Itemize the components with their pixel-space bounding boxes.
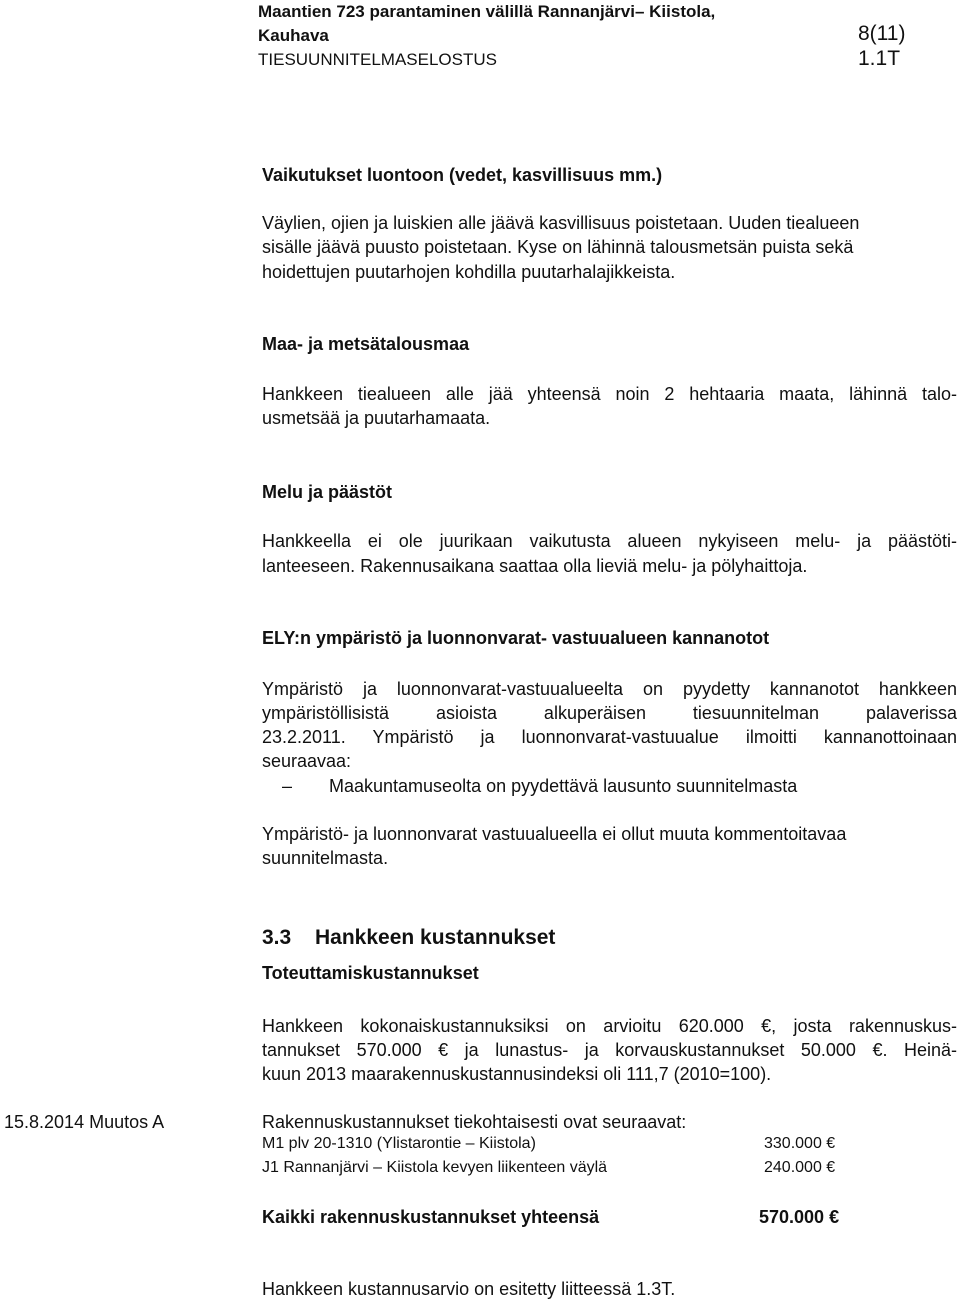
ely-heading: ELY:n ympäristö ja luonnonvarat- vastuualueen kannanotot [262,628,770,648]
cost-item-amount: 240.000 € [764,1159,836,1176]
header-doc-code: 1.1T [858,47,901,70]
bullet-dash: – [282,776,293,796]
ely-line: seuraavaa: [262,751,352,771]
ely-line: 23.2.2011. Ympäristö ja luonnonvarat-vastuualue ilmoitti kannanottoinaan [262,727,957,747]
section-heading: Hankkeen kustannukset [315,926,556,949]
land-line: Hankkeen tiealueen alle jää yhteensä noin 2 hehtaaria maata, lähinnä talo- [262,384,957,404]
cost-item-amount: 330.000 € [764,1135,836,1152]
nature-line: sisälle jäävä puusto poistetaan. Kyse on lähinnä talousmetsän puista sekä [262,237,854,257]
nature-line: Väylien, ojien ja luiskien alle jäävä kasvillisuus poistetaan. Uuden tiealueen [262,213,860,233]
ely-closing-line: Ympäristö- ja luonnonvarat vastuualueella ei ollut muuta kommentoitavaa [262,824,847,844]
costs-line: tannukset 570.000 € ja lunastus- ja korvauskustannukset 50.000 €. Heinä- [262,1040,957,1060]
total-amount: 570.000 € [759,1207,840,1227]
noise-line: lanteeseen. Rakennusaikana saattaa olla lieviä melu- ja pölyhaittoja. [262,556,808,576]
cost-item-label: J1 Rannanjärvi – Kiistola kevyen liikenteen väylä [262,1159,608,1176]
total-label: Kaikki rakennuskustannukset yhteensä [262,1207,600,1227]
ely-closing-line: suunnitelmasta. [262,848,389,868]
nature-heading: Vaikutukset luontoon (vedet, kasvillisuus mm.) [262,165,663,185]
ely-bullet-item: Maakuntamuseolta on pyydettävä lausunto suunnitelmasta [329,776,798,796]
section-number: 3.3 [262,926,292,949]
noise-heading: Melu ja päästöt [262,482,393,502]
cost-item-label: M1 plv 20-1310 (Ylistarontie – Kiistola) [262,1135,536,1152]
appendix-note: Hankkeen kustannusarvio on esitetty liitteessä 1.3T. [262,1279,676,1299]
header-title-line1: Maantien 723 parantaminen välillä Rannanjärvi– Kiistola, [258,2,716,21]
land-line: usmetsää ja puutarhamaata. [262,408,491,428]
header-doc-type: TIESUUNNITELMASELOSTUS [258,50,497,69]
costs-line: Hankkeen kokonaiskustannuksiksi on arvioitu 620.000 €, josta rakennuskus- [262,1016,957,1036]
noise-line: Hankkeella ei ole juurikaan vaikutusta alueen nykyiseen melu- ja päästöti- [262,531,957,551]
revision-note: 15.8.2014 Muutos A [4,1112,165,1132]
ely-line: Ympäristö ja luonnonvarat-vastuualueelta on pyydetty kannanotot hankkeen [262,679,957,699]
costs-subheading: Toteuttamiskustannukset [262,963,479,983]
cost-items-intro: Rakennuskustannukset tiekohtaisesti ovat seuraavat: [262,1112,687,1132]
nature-line: hoidettujen puutarhojen kohdilla puutarhalajikkeista. [262,262,676,282]
ely-line: ympäristöllisistä asioista alkuperäisen tiesuunnitelman palaverissa [262,703,957,723]
land-heading: Maa- ja metsätalousmaa [262,334,470,354]
header-page-number: 8(11) [858,22,906,45]
costs-line: kuun 2013 maarakennuskustannusindeksi oli 111,7 (2010=100). [262,1064,772,1084]
header-title-line2: Kauhava [258,26,329,45]
